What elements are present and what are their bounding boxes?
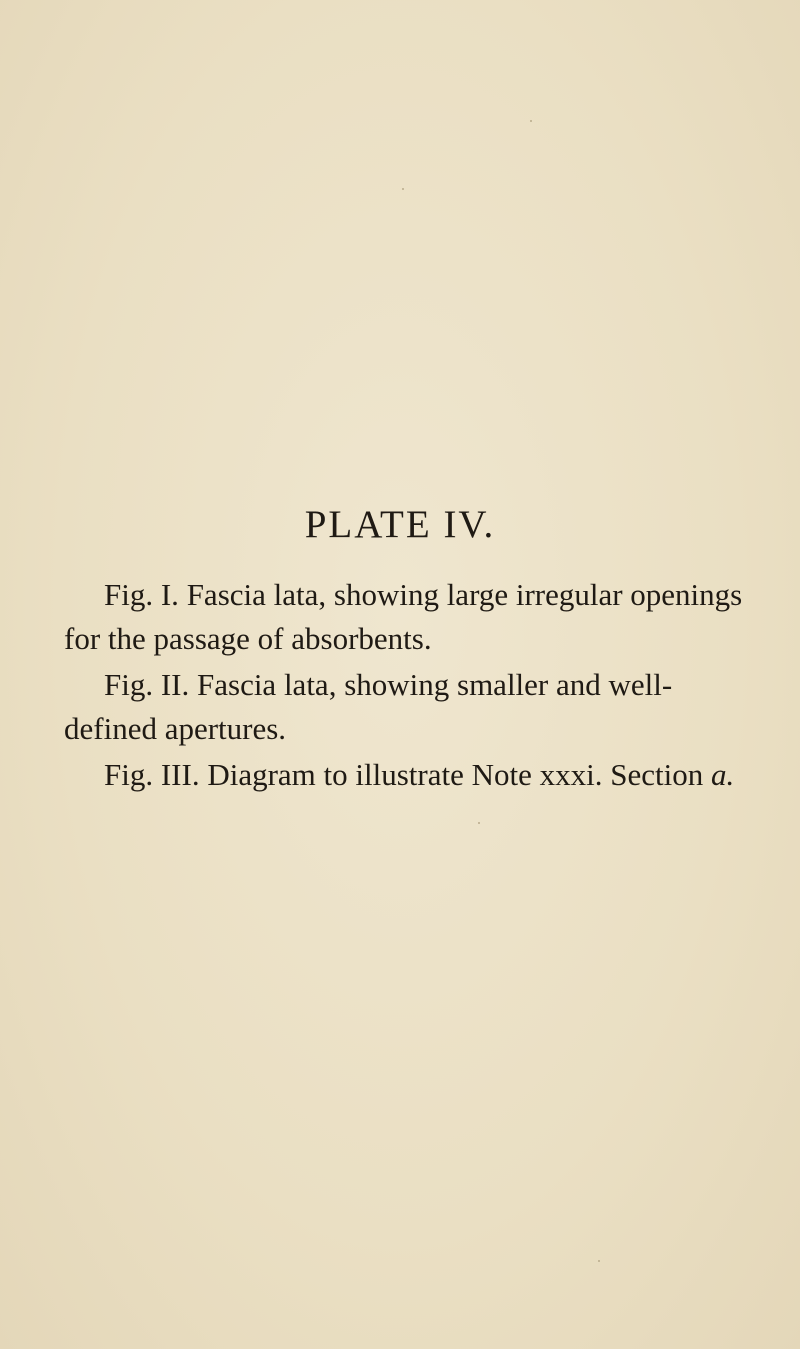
figure-description: Fascia lata, showing smaller and well-defined apertures. [64,667,673,746]
paper-speck [530,120,532,122]
figure-caption-3 [64,753,764,797]
paper-speck [598,1260,600,1262]
figure-description: Diagram to illustrate Note xxxi. Section [207,757,704,792]
section-letter: a. [710,757,735,792]
figure-caption-1 [64,573,764,661]
paper-speck [402,188,404,190]
figure-caption-2 [64,663,764,751]
figure-label: Fig. I. [104,577,179,612]
figure-description: Fascia lata, showing large irregular openings for the passage of absorbents. [64,577,743,656]
figure-label: Fig. III. [104,757,200,792]
paper-speck [478,822,480,824]
figure-label: Fig. II. [104,667,190,702]
plate-title: PLATE IV. [304,503,496,546]
